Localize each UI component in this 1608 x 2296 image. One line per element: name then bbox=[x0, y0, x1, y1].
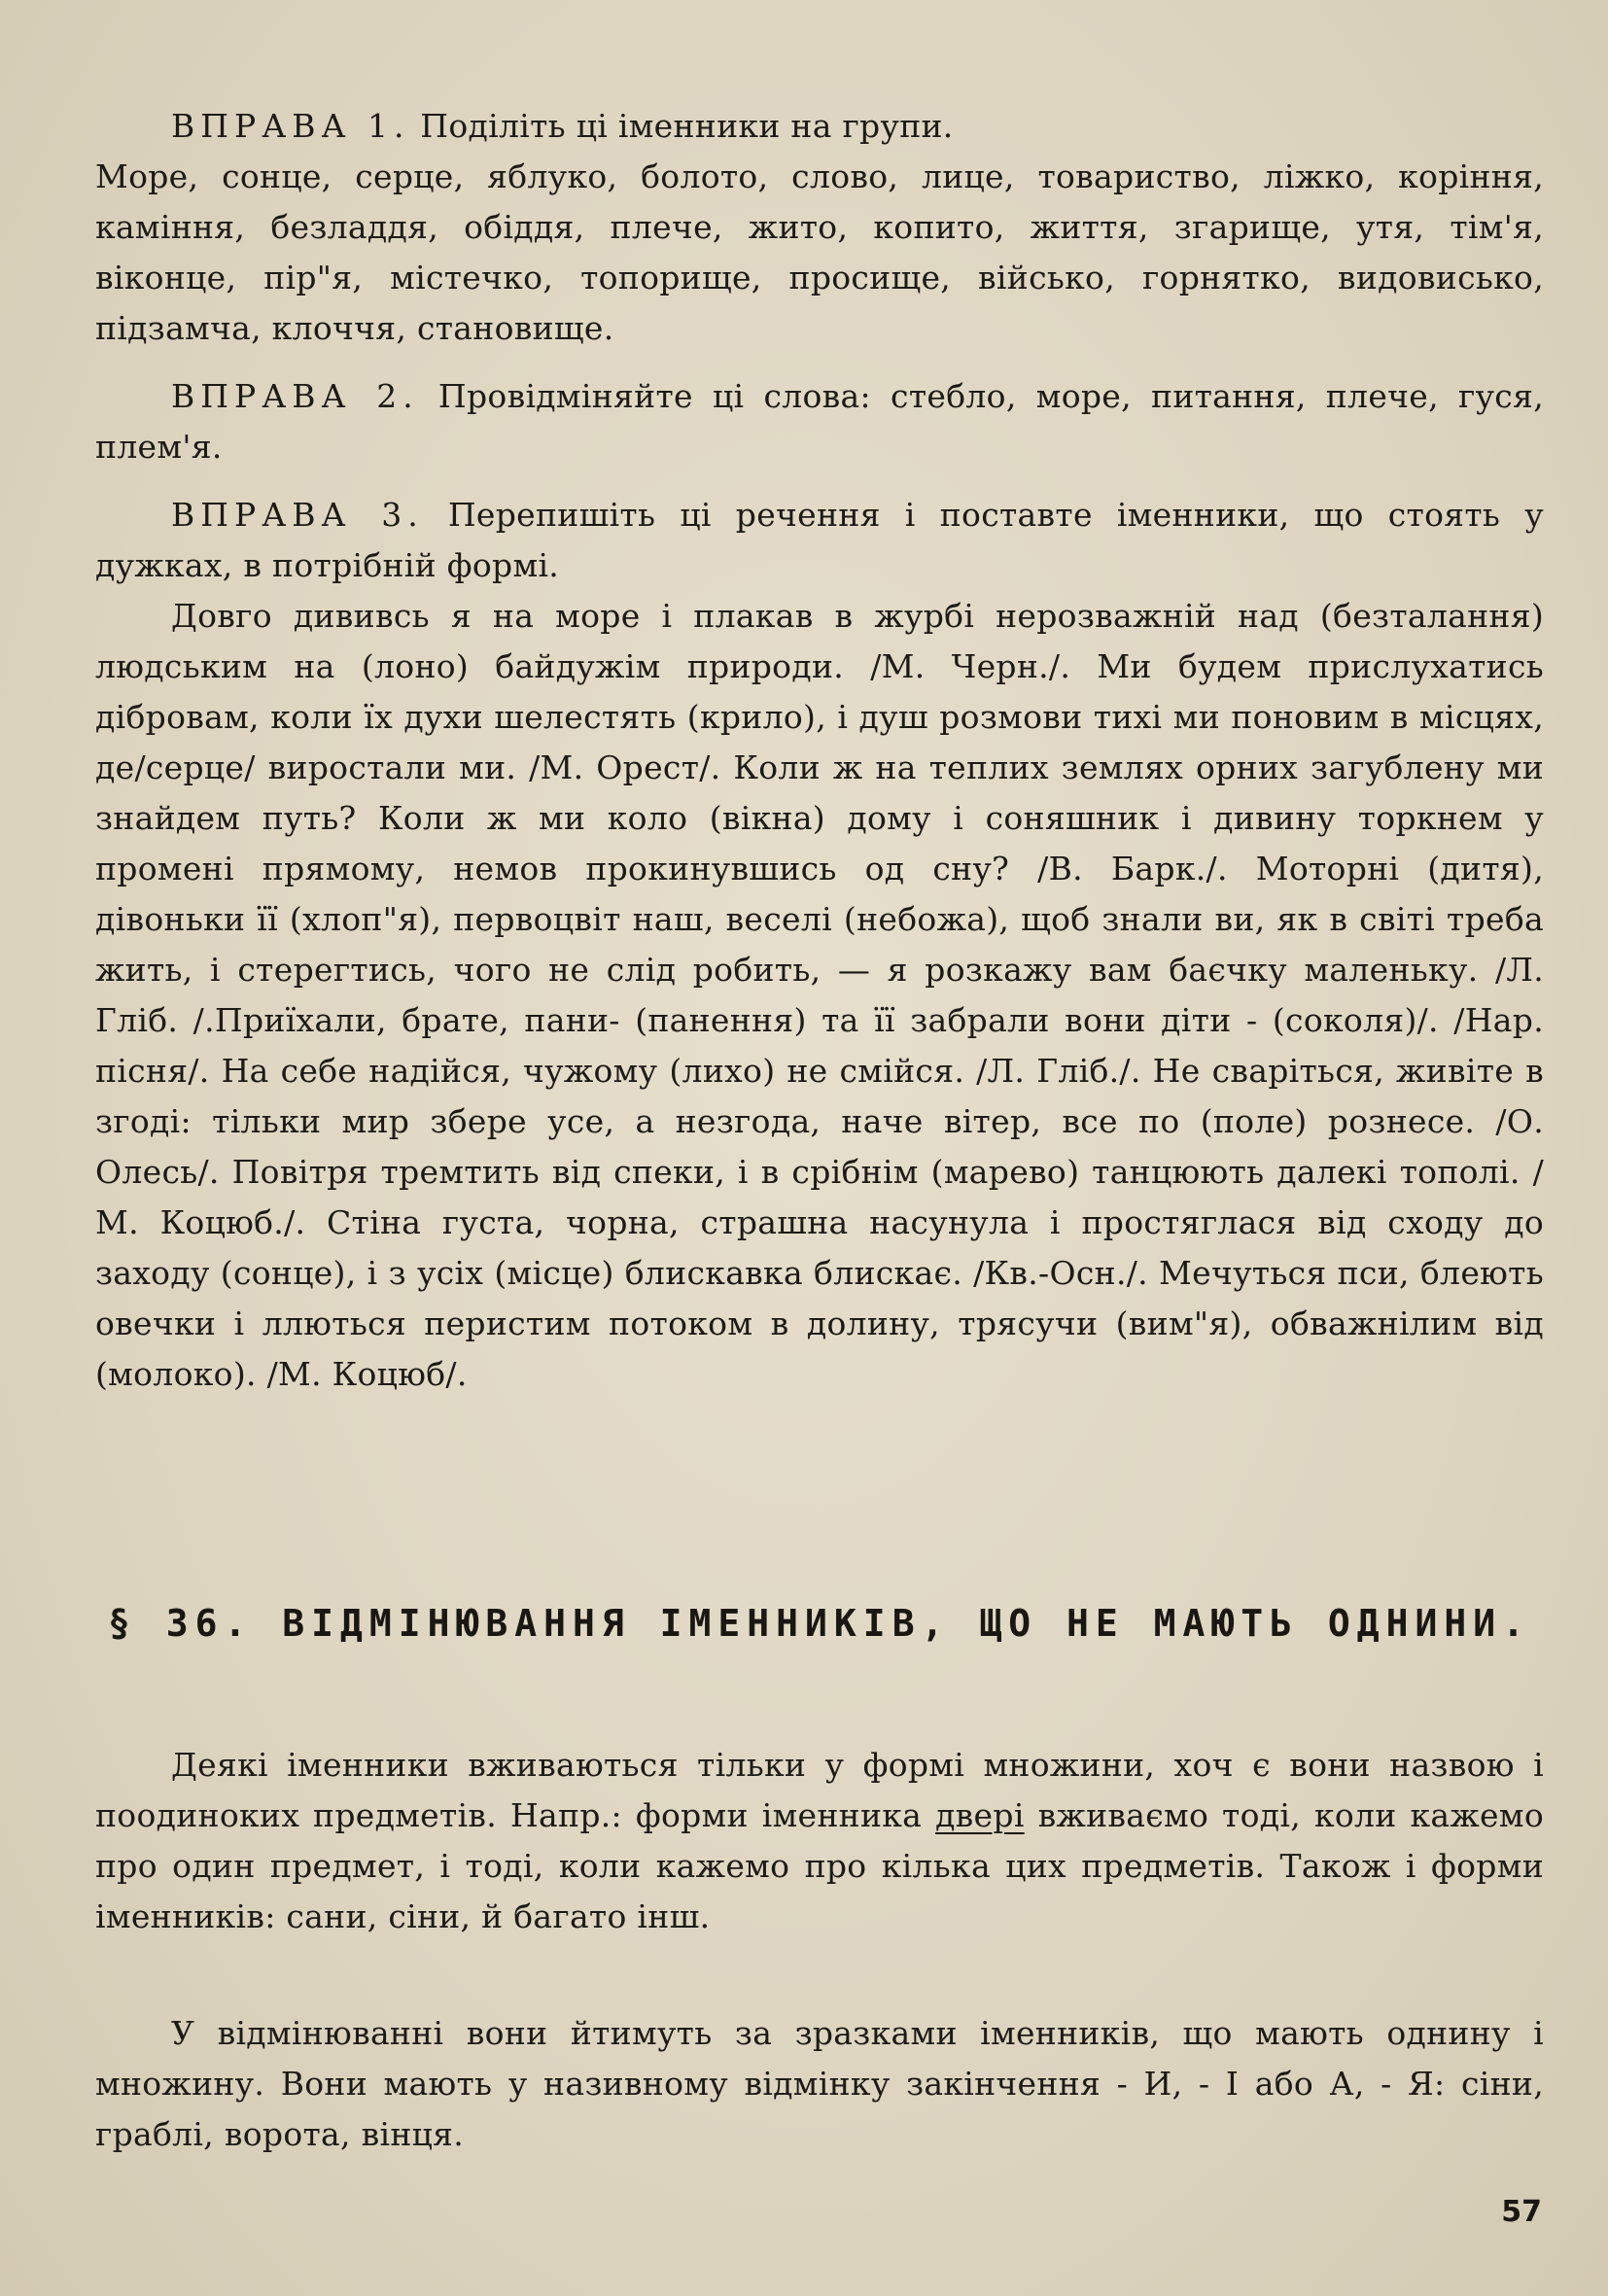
page-number: 57 bbox=[1501, 2195, 1542, 2229]
exercise-1-text: Море, сонце, серце, яблуко, болото, слово, лице, товариство, ліжко, коріння, каміння, безладдя, обіддя, плече, жито, копито, життя, згарище, утя, тім'я, віконце, пір"я, містечко, топорище, просище, військо, горнятко, видовисько, підзамча, клоччя, становище. bbox=[95, 157, 1544, 347]
exercise-2 bbox=[95, 371, 1544, 472]
exercise-3-label: ВПРАВА 3. bbox=[171, 496, 424, 534]
exercise-1-label: ВПРАВА 1. bbox=[171, 107, 410, 145]
exercise-1-task: ВПРАВА 1. Поділіть ці іменники на групи. bbox=[171, 107, 954, 145]
section-paragraph-1: Деякі іменники вживаються тільки у формі множини, хоч є вони назвою і поодиноких предметів. Напр.: форми іменника двері вживаємо тоді, коли кажемо про один предмет, і тоді, коли кажемо про кілька цих предметів. Також і форми іменників: сани, сіни, й багато інш. bbox=[95, 1746, 1545, 1935]
exercise-3 bbox=[95, 490, 1544, 591]
exercise-3-task: ВПРАВА 3. Перепишіть ці речення і поставте іменники, що стоять у дужках, в потрібній формі. bbox=[95, 496, 1544, 584]
section-heading: § 36. ВІДМІНЮВАННЯ ІМЕННИКІВ, ЩО НЕ МАЮТЬ ОДНИНИ. bbox=[107, 1602, 1532, 1645]
exercise-3-text: Довго дививсь я на море і плакав в журбі нерозважній над (безталання) людським на (лоно) байдужім природи. /М. Черн./. Ми будем прислухатись дібровам, коли їх духи шелестять (крило), і душ розмови тихі ми поновим в місцях, де/серце/ виростали ми. /М. Орест/. Коли ж на теплих землях орних загублену ми знайдем путь? Коли ж ми коло (вікна) дому і соняшник і дивину торкнем у промені прямому, немов прокинувшись од сну? /В. Барк./. Моторні (дитя), дівоньки її (хлоп"я), первоцвіт наш, веселі (небожа), щоб знали ви, як в світі треба жить, і стерегтись, чого не слід робить, — я розкажу вам баєчку маленьку. /Л. Гліб. /.Приїхали, брате, пани- (панення) та її забрали вони діти - (соколя)/. /Нар. пісня/. На себе надійся, чужому (лихо) не смійся. /Л. Гліб./. Не сваріться, живіте в згоді: тільки мир збере усе, а незгода, наче вітер, все по (поле) рознесе. /О. Олесь/. Повітря тремтить від спеки, і в срібнім (марево) танцюють далекі тополі. /М. Коцюб./. Стіна густа, чорна, страшна насунула і простяглася від сходу до заходу (сонце), і з усіх (місце) блискавка блискає. /Кв.-Осн./. Мечуться пси, блеють овечки і ллються перистим потоком в долину, трясучи (вим"я), обважнілим від (молоко). /М. Коцюб/. bbox=[95, 597, 1544, 1393]
exercise-2-label: ВПРАВА 2. bbox=[171, 377, 419, 415]
exercise-2-task: ВПРАВА 2. Провідміняйте ці слова: стебло, море, питання, плече, гуся, плем'я. bbox=[95, 377, 1544, 466]
exercise-3-body bbox=[95, 591, 1544, 1400]
underlined-word: двері bbox=[935, 1796, 1025, 1834]
section-paragraph-2: У відмінюванні вони йтимуть за зразками іменників, що мають однину і множину. Вони мають у називному відмінку закінчення - И, - І або А, - Я: сіни, граблі, ворота, вінця. bbox=[95, 2014, 1544, 2153]
exercise-1 bbox=[95, 101, 1544, 354]
